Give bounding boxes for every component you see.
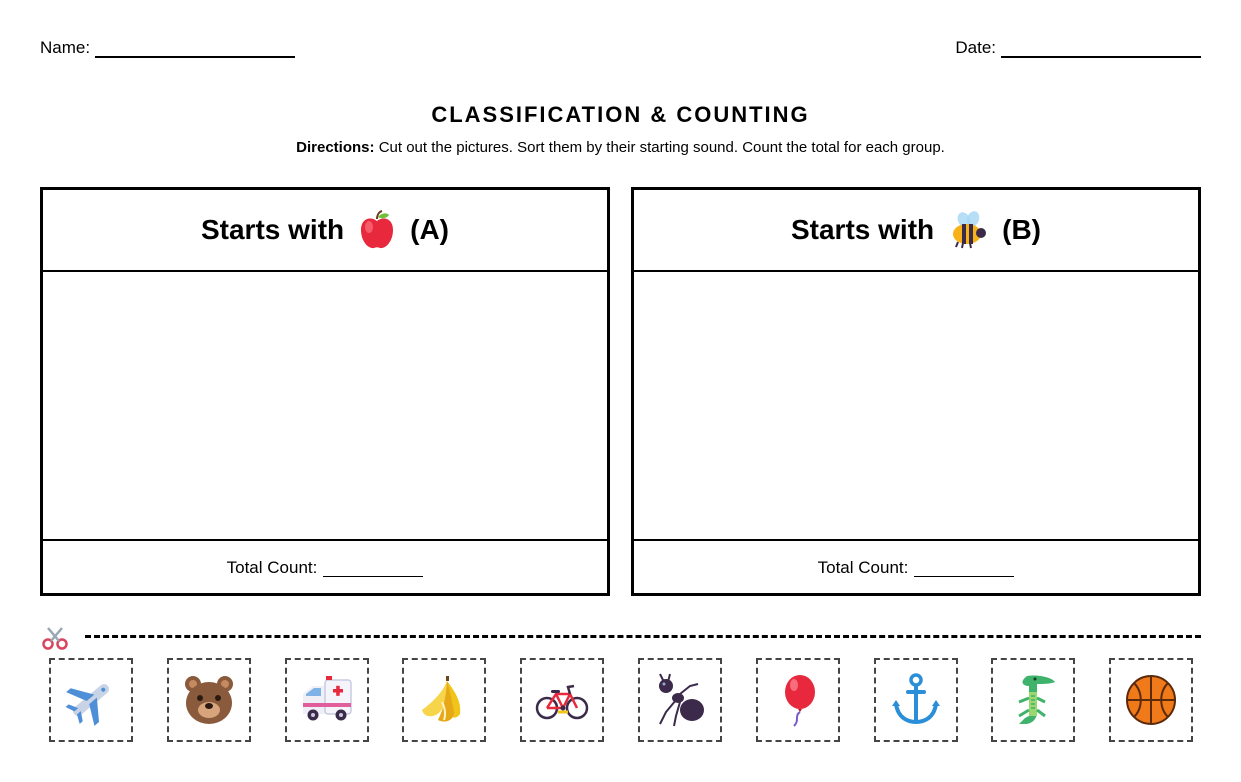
card-ant[interactable] [638, 658, 722, 742]
group-letter: (A) [410, 214, 449, 245]
alligator-icon [1005, 672, 1061, 728]
card-ambulance[interactable] [285, 658, 369, 742]
total-count-blank[interactable] [323, 560, 423, 577]
balloon-icon [770, 672, 826, 728]
sort-area-b[interactable] [634, 272, 1198, 541]
bear-icon [181, 672, 237, 728]
sort-box-b [631, 187, 1201, 596]
name-field[interactable] [40, 38, 295, 58]
apple-icon [358, 210, 396, 250]
date-field[interactable] [955, 38, 1201, 58]
header-row [40, 38, 1201, 62]
cut-line-row [40, 624, 1201, 650]
directions-label: Directions: [296, 139, 375, 156]
card-basketball[interactable] [1109, 658, 1193, 742]
ant-icon [652, 672, 708, 728]
total-count-row [634, 541, 1198, 595]
total-count-label: Total Count: [817, 558, 909, 577]
picture-cards [49, 658, 1192, 742]
group-prefix: Starts with [790, 214, 935, 245]
name-line[interactable] [95, 40, 295, 58]
card-banana[interactable] [402, 658, 486, 742]
sort-area-a[interactable] [43, 272, 607, 541]
bee-icon [948, 211, 988, 249]
date-label: Date: [955, 38, 996, 57]
dashed-cut-line [85, 635, 1201, 638]
sort-box-header [43, 190, 607, 272]
sort-box-a [40, 187, 610, 596]
directions-text: Cut out the pictures. Sort them by their starting sound. Count the total for each group. [378, 139, 945, 156]
card-bicycle[interactable] [520, 658, 604, 742]
group-letter: (B) [1002, 214, 1041, 245]
card-anchor[interactable] [874, 658, 958, 742]
date-line[interactable] [1001, 40, 1201, 58]
basketball-icon [1123, 672, 1179, 728]
total-count-label: Total Count: [226, 558, 318, 577]
page-title: CLASSIFICATION & COUNTING [431, 102, 810, 127]
directions [0, 139, 1241, 156]
sort-box-header [634, 190, 1198, 272]
anchor-icon [888, 672, 944, 728]
name-label: Name: [40, 38, 91, 57]
ambulance-icon [299, 672, 355, 728]
banana-icon [416, 672, 472, 728]
card-balloon[interactable] [756, 658, 840, 742]
group-prefix: Starts with [200, 214, 345, 245]
total-count-row [43, 541, 607, 595]
scissors-icon [42, 626, 70, 650]
card-bear[interactable] [167, 658, 251, 742]
card-alligator[interactable] [991, 658, 1075, 742]
bicycle-icon [534, 672, 590, 728]
card-airplane[interactable] [49, 658, 133, 742]
airplane-icon [63, 672, 119, 728]
total-count-blank[interactable] [914, 560, 1014, 577]
